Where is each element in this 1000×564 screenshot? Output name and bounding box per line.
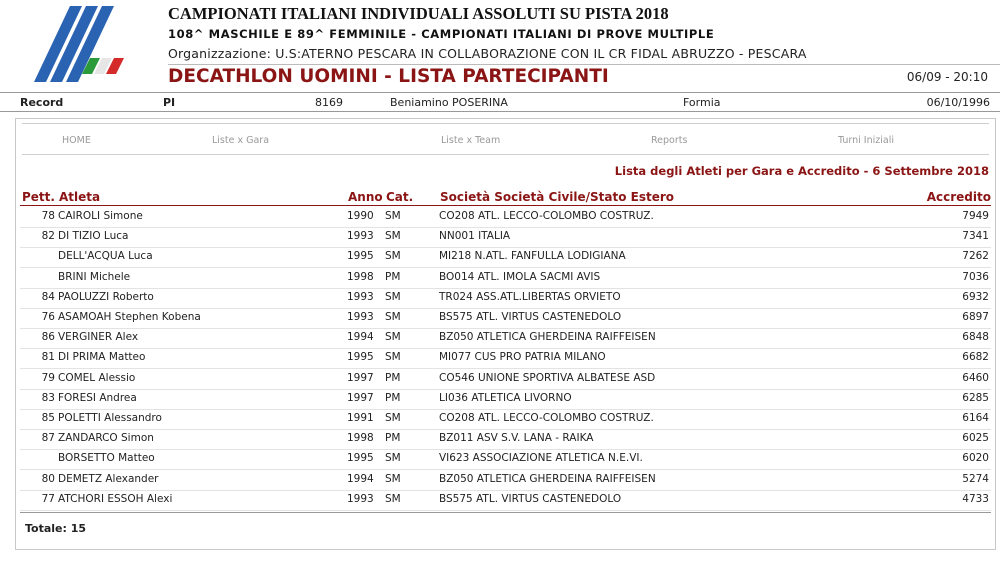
row-bib: 80 <box>41 472 55 485</box>
nav-turni-iniziali[interactable]: Turni Iniziali <box>838 135 894 146</box>
row-accredit: 6460 <box>962 371 989 384</box>
table-row <box>20 308 991 329</box>
row-athlete-name: PAOLUZZI Roberto <box>58 290 154 303</box>
row-category: SM <box>385 492 401 505</box>
row-year: 1998 <box>347 270 374 283</box>
row-year: 1995 <box>347 452 374 465</box>
row-club: BS575 ATL. VIRTUS CASTENEDOLO <box>439 492 622 505</box>
row-athlete-name: DI TIZIO Luca <box>58 230 129 243</box>
row-category: SM <box>385 331 401 344</box>
table-row <box>20 328 991 349</box>
row-category: PM <box>385 270 401 283</box>
row-bib: 78 <box>41 210 55 222</box>
col-year: Anno <box>348 190 383 204</box>
list-subtitle: Lista degli Atleti per Gara e Accredito - 6 Settembre 2018 <box>614 164 989 178</box>
row-category: SM <box>385 311 401 323</box>
row-category: PM <box>385 432 401 445</box>
row-year: 1993 <box>347 311 374 323</box>
row-category: SM <box>385 472 401 485</box>
header-underline <box>20 205 991 206</box>
row-accredit: 6285 <box>962 391 989 404</box>
row-bib: 82 <box>41 230 55 243</box>
row-bib: 77 <box>41 492 55 505</box>
row-club: BZ011 ASV S.V. LANA - RAIKA <box>439 432 594 445</box>
row-club: CO208 ATL. LECCO-COLOMBO COSTRUZ. <box>439 210 654 222</box>
datetime: 06/09 - 20:10 <box>906 70 988 84</box>
nav-liste-team[interactable]: Liste x Team <box>441 135 501 146</box>
nav-bottom-divider <box>22 154 989 155</box>
row-bib: 84 <box>41 290 55 303</box>
table-row <box>20 389 991 410</box>
row-year: 1997 <box>347 391 374 404</box>
nav-top-divider <box>22 123 989 124</box>
organization-line: Organizzazione: U.S:ATERNO PESCARA IN COLLABORAZIONE CON IL CR FIDAL ABRUZZO - PESCARA <box>168 46 807 61</box>
nav-liste-gara[interactable]: Liste x Gara <box>212 135 270 146</box>
table-row <box>20 227 991 248</box>
row-club: CO208 ATL. LECCO-COLOMBO COSTRUZ. <box>439 412 654 424</box>
row-club: BZ050 ATLETICA GHERDEINA RAIFFEISEN <box>439 472 656 485</box>
row-bib: 81 <box>41 351 55 364</box>
total-divider <box>20 512 991 513</box>
table-row <box>20 247 991 268</box>
record-bar <box>0 92 1000 112</box>
row-club: BS575 ATL. VIRTUS CASTENEDOLO <box>439 311 622 323</box>
championship-subtitle: 108^ MASCHILE E 89^ FEMMINILE - CAMPIONATI ITALIANI DI PROVE MULTIPLE <box>168 27 715 41</box>
row-accredit: 6020 <box>962 452 989 465</box>
row-year: 1994 <box>347 472 374 485</box>
row-accredit: 4733 <box>962 492 989 505</box>
row-category: SM <box>385 210 401 222</box>
table-row <box>20 207 991 228</box>
row-bib: 87 <box>41 432 55 445</box>
row-club: BO014 ATL. IMOLA SACMI AVIS <box>439 270 601 283</box>
row-category: SM <box>385 452 401 465</box>
row-athlete-name: ASAMOAH Stephen Kobena <box>58 311 201 323</box>
row-athlete-name: BORSETTO Matteo <box>58 452 155 465</box>
nav-reports[interactable]: Reports <box>651 135 688 146</box>
row-accredit: 6164 <box>962 412 989 424</box>
col-accredit: Accredito <box>926 190 991 204</box>
row-club: TR024 ASS.ATL.LIBERTAS ORVIETO <box>439 290 621 303</box>
nav-home[interactable]: HOME <box>62 135 91 146</box>
table-row <box>20 348 991 369</box>
row-year: 1991 <box>347 412 374 424</box>
row-athlete-name: VERGINER Alex <box>58 331 139 344</box>
row-athlete-name: COMEL Alessio <box>58 371 136 384</box>
row-bib: 85 <box>41 412 55 424</box>
row-bib: 79 <box>41 371 55 384</box>
row-category: SM <box>385 412 401 424</box>
row-club: MI077 CUS PRO PATRIA MILANO <box>439 351 606 364</box>
row-club: VI623 ASSOCIAZIONE ATLETICA N.E.VI. <box>439 452 643 465</box>
row-bib: 76 <box>41 311 55 323</box>
row-bib: 83 <box>41 391 55 404</box>
table-row <box>20 268 991 289</box>
championship-title: CAMPIONATI ITALIANI INDIVIDUALI ASSOLUTI SU PISTA 2018 <box>168 4 669 23</box>
row-accredit: 7949 <box>962 210 989 222</box>
row-category: SM <box>385 230 401 243</box>
row-accredit: 6682 <box>962 351 989 364</box>
fidal-logo-icon <box>30 6 130 82</box>
row-category: SM <box>385 290 401 303</box>
event-title: DECATHLON UOMINI - LISTA PARTECIPANTI <box>168 66 609 87</box>
row-athlete-name: DELL'ACQUA Luca <box>58 250 153 263</box>
col-bib: Pett. <box>22 190 55 204</box>
row-year: 1993 <box>347 290 374 303</box>
row-year: 1998 <box>347 432 374 445</box>
col-club: Società Società Civile/Stato Estero <box>440 190 675 204</box>
row-accredit: 5274 <box>962 472 989 485</box>
row-athlete-name: DI PRIMA Matteo <box>58 351 146 364</box>
row-year: 1995 <box>347 250 374 263</box>
row-category: SM <box>385 351 401 364</box>
row-year: 1993 <box>347 492 374 505</box>
row-accredit: 6897 <box>962 311 989 323</box>
row-year: 1997 <box>347 371 374 384</box>
row-accredit: 6932 <box>962 290 989 303</box>
row-accredit: 7262 <box>962 250 989 263</box>
table-row <box>20 288 991 309</box>
record-athlete: Beniamino POSERINA <box>390 96 508 109</box>
table-row <box>20 369 991 390</box>
table-row <box>20 470 991 491</box>
header-divider <box>168 64 1000 65</box>
record-place: Formia <box>683 96 721 109</box>
record-type: PI <box>163 96 176 109</box>
row-athlete-name: DEMETZ Alexander <box>58 472 159 485</box>
col-category: Cat. <box>386 190 414 204</box>
row-category: PM <box>385 371 401 384</box>
record-label: Record <box>20 96 64 109</box>
row-club: CO546 UNIONE SPORTIVA ALBATESE ASD <box>439 371 656 384</box>
row-club: NN001 ITALIA <box>439 230 511 243</box>
row-club: LI036 ATLETICA LIVORNO <box>439 391 572 404</box>
row-athlete-name: CAIROLI Simone <box>58 210 143 222</box>
row-accredit: 7036 <box>962 270 989 283</box>
row-category: SM <box>385 250 401 263</box>
row-year: 1990 <box>347 210 374 222</box>
row-bib: 86 <box>41 331 55 344</box>
row-accredit: 6848 <box>962 331 989 344</box>
col-athlete: Atleta <box>59 190 101 204</box>
participants-panel <box>15 118 996 550</box>
row-category: PM <box>385 391 401 404</box>
record-date: 06/10/1996 <box>926 96 990 109</box>
row-athlete-name: ATCHORI ESSOH Alexi <box>58 492 173 505</box>
table-row <box>20 490 991 511</box>
row-athlete-name: POLETTI Alessandro <box>58 412 162 424</box>
row-club: MI218 N.ATL. FANFULLA LODIGIANA <box>439 250 626 263</box>
record-value: 8169 <box>315 96 343 109</box>
table-row <box>20 429 991 450</box>
row-year: 1995 <box>347 351 374 364</box>
row-athlete-name: FORESI Andrea <box>58 391 137 404</box>
row-year: 1994 <box>347 331 374 344</box>
row-accredit: 7341 <box>962 230 989 243</box>
total-count: Totale: 15 <box>25 522 87 535</box>
row-club: BZ050 ATLETICA GHERDEINA RAIFFEISEN <box>439 331 656 344</box>
row-athlete-name: BRINI Michele <box>58 270 131 283</box>
row-athlete-name: ZANDARCO Simon <box>58 432 154 445</box>
table-row <box>20 409 991 430</box>
table-row <box>20 449 991 470</box>
row-accredit: 6025 <box>962 432 989 445</box>
row-year: 1993 <box>347 230 374 243</box>
